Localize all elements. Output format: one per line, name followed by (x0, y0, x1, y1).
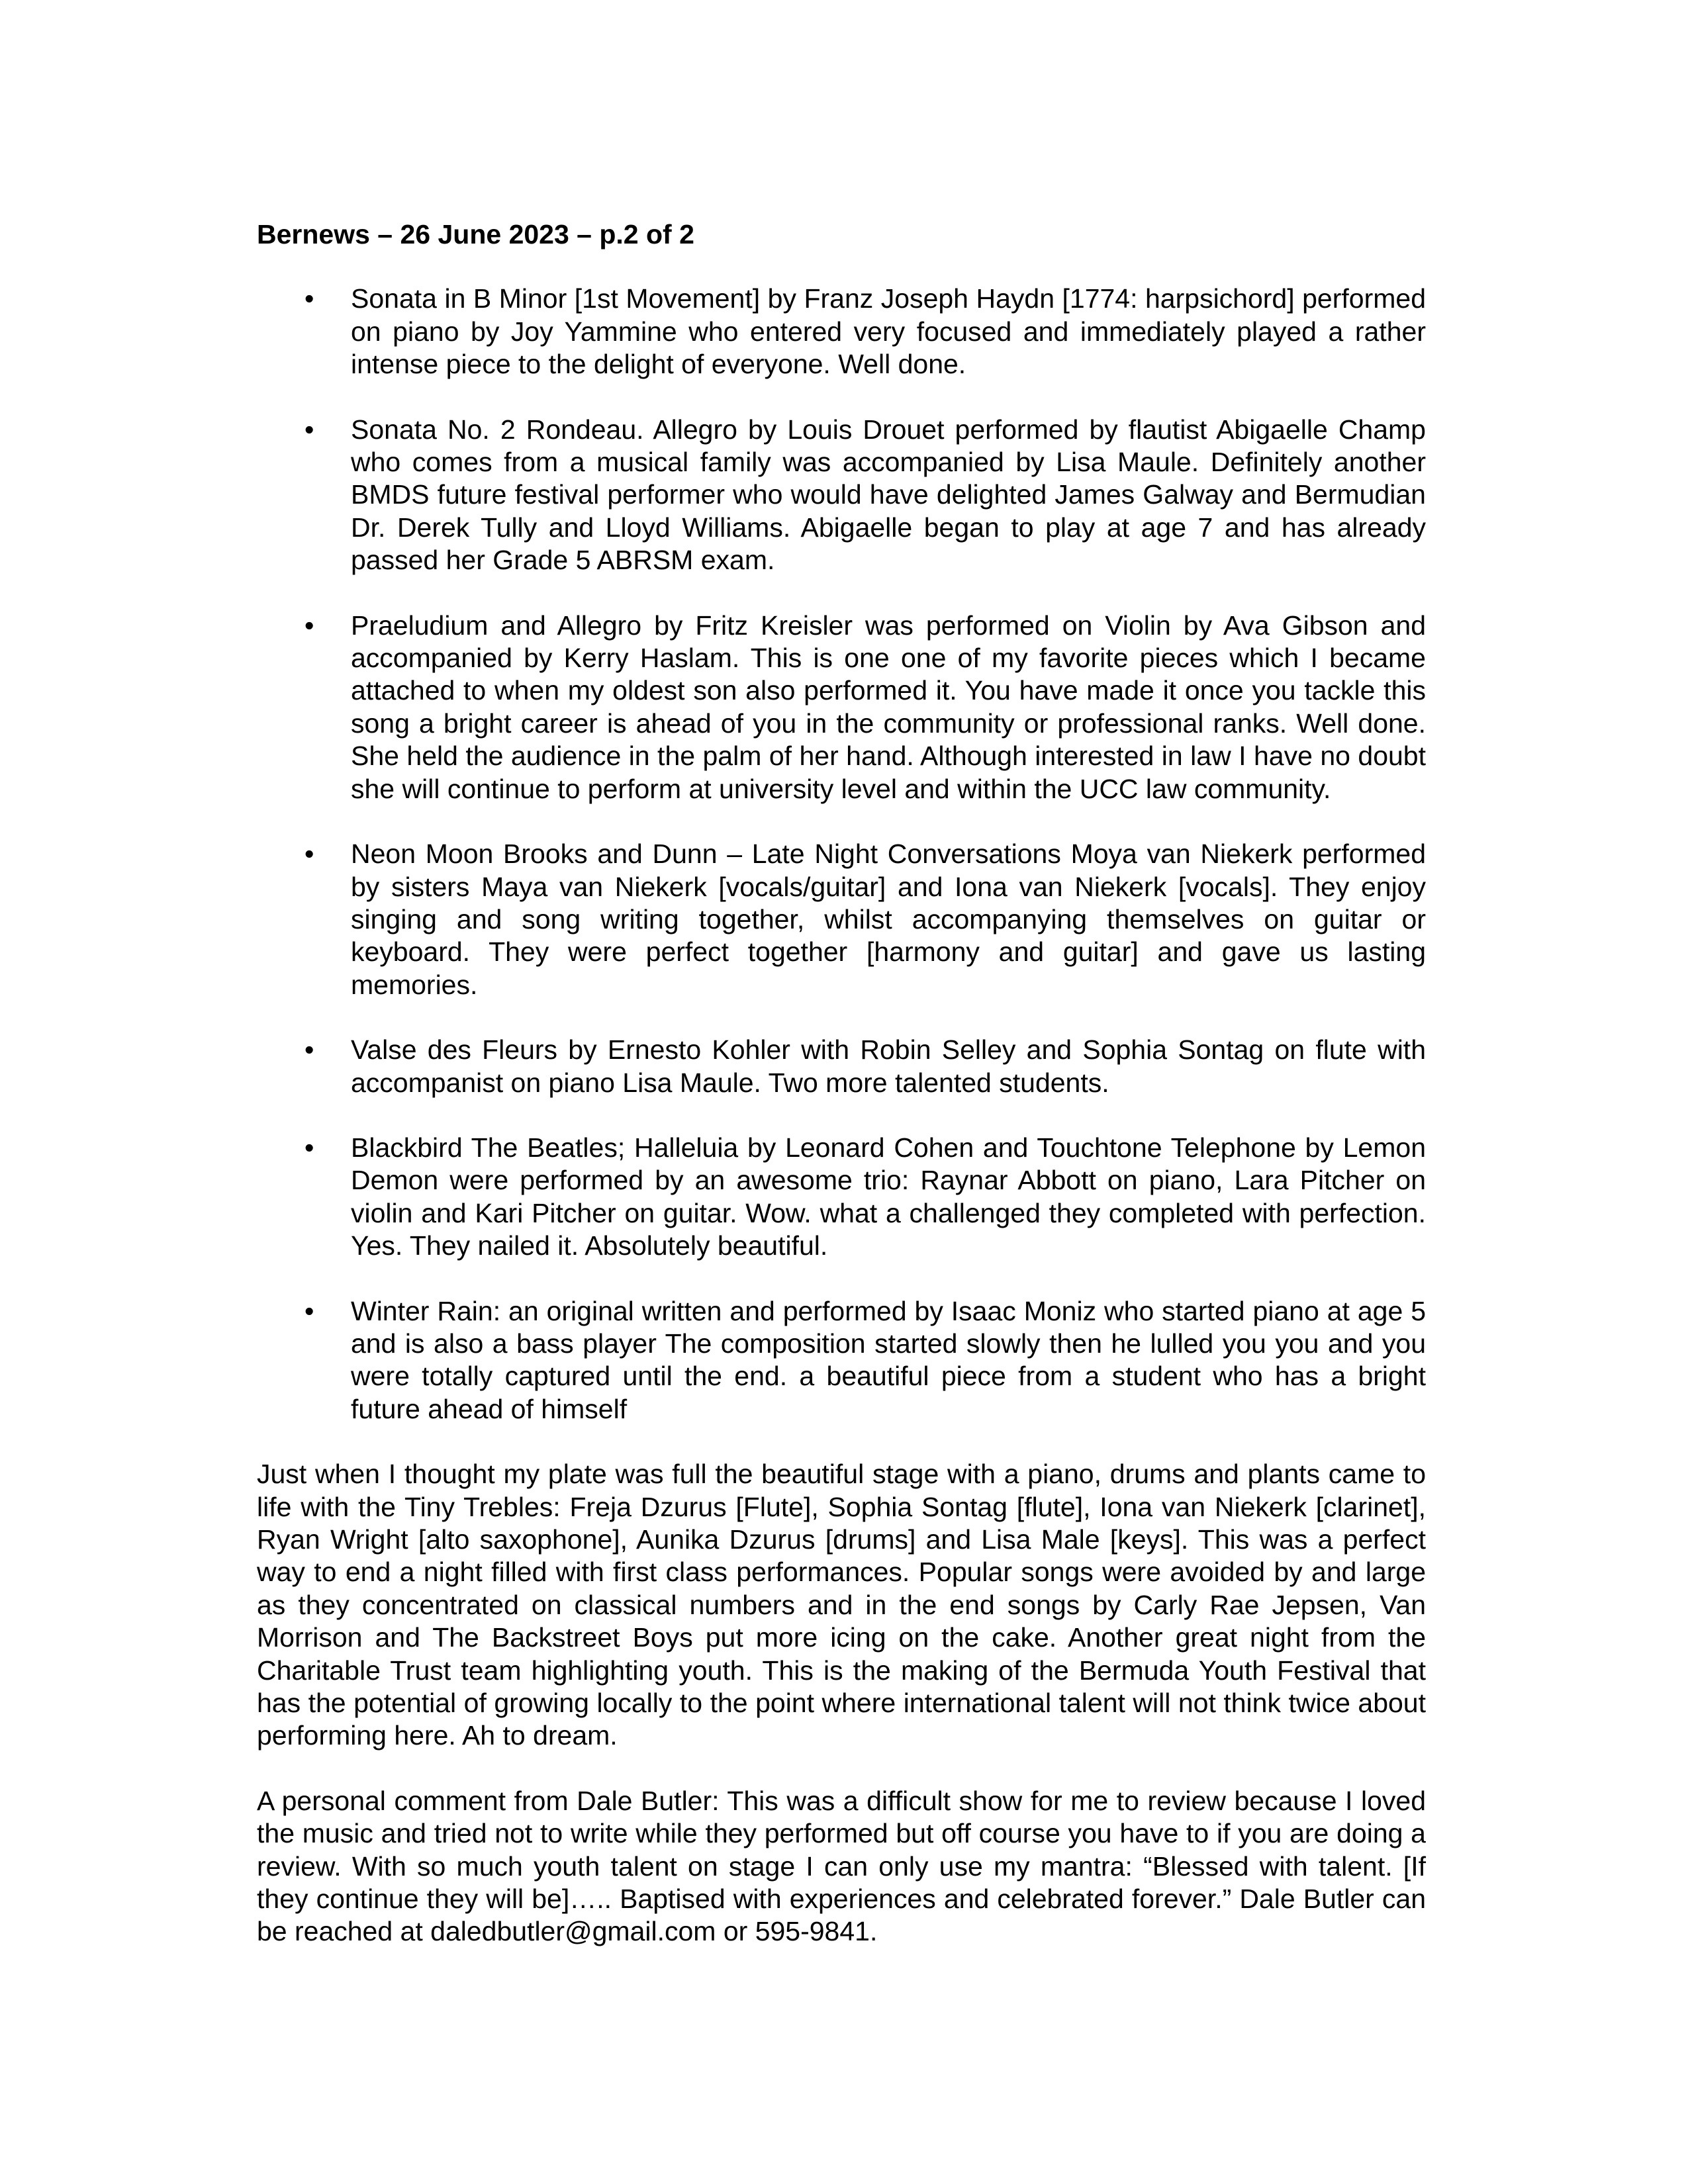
list-item: • Sonata No. 2 Rondeau. Allegro by Louis Drouet performed by flautist Abigaelle Champ who comes from a musical family was accompanied by Lisa Maule. Definitely another BMDS future festival performer who would have delighted James Galway and Bermudian Dr. Derek Tully and Lloyd Williams. Abigaelle began to play at age 7 and has already passed her Grade 5 ABRSM exam. (257, 414, 1426, 577)
list-item: • Praeludium and Allegro by Fritz Kreisler was performed on Violin by Ava Gibson and accompanied by Kerry Haslam. This is one one of my favorite pieces which I became attached to when my oldest son also performed it. You have made it once you tackle this song a bright career is ahead of you in the community or professional ranks. Well done. She held the audience in the palm of her hand. Although interested in law I have no doubt she will continue to perform at university level and within the UCC law community. (257, 610, 1426, 805)
list-item: • Valse des Fleurs by Ernesto Kohler with Robin Selley and Sophia Sontag on flute with accompanist on piano Lisa Maule. Two more talented students. (257, 1034, 1426, 1099)
closing-paragraph: Just when I thought my plate was full the beautiful stage with a piano, drums and plants came to life with the Tiny Trebles: Freja Dzurus [Flute], Sophia Sontag [flute], Iona van Niekerk [clarinet], Ryan Wright [alto saxophone], Aunika Dzurus [drums] and Lisa Male [keys]. This was a perfect way to end a night filled with first class performances. Popular songs were avoided by and large as they concentrated on classical numbers and in the end songs by Carly Rae Jepsen, Van Morrison and The Backstreet Boys put more icing on the cake. Another great night from the Charitable Trust team highlighting youth. This is the making of the Bermuda Youth Festival that has the potential of growing locally to the point where international talent will not think twice about performing here. Ah to dream. (257, 1459, 1426, 1751)
list-item: • Blackbird The Beatles; Halleluia by Leonard Cohen and Touchtone Telephone by Lemon Demon were performed by an awesome trio: Raynar Abbott on piano, Lara Pitcher on violin and Kari Pitcher on guitar. Wow. what a challenged they completed with perfection. Yes. They nailed it. Absolutely beautiful. (257, 1132, 1426, 1263)
author-comment-paragraph: A personal comment from Dale Butler: This was a difficult show for me to review because I loved the music and tried not to write while they performed but off course you have to if you are doing a review. With so much youth talent on stage I can only use my mantra: “Blessed with talent. [If they continue they will be]….. Baptised with experiences and celebrated forever.” Dale Butler can be reached at daledbutler@gmail.com or 595-9841. (257, 1785, 1426, 1947)
list-item: • Neon Moon Brooks and Dunn – Late Night Conversations Moya van Niekerk performed by sisters Maya van Niekerk [vocals/guitar] and Iona van Niekerk [vocals]. They enjoy singing and song writing together, whilst accompanying themselves on guitar or keyboard. They were perfect together [harmony and guitar] and gave us lasting memories. (257, 838, 1426, 1001)
document-page (257, 218, 1426, 1981)
list-item: • Winter Rain: an original written and performed by Isaac Moniz who started piano at age 5 and is also a bass player The composition started slowly then he lulled you you and you were totally captured until the end. a beautiful piece from a student who has a bright future ahead of himself (257, 1295, 1426, 1426)
list-item: • Sonata in B Minor [1st Movement] by Franz Joseph Haydn [1774: harpsichord] performed on piano by Joy Yammine who entered very focused and immediately played a rather intense piece to the delight of everyone. Well done. (257, 283, 1426, 381)
performance-list (257, 283, 1426, 1426)
page-heading: Bernews – 26 June 2023 – p.2 of 2 (257, 219, 694, 250)
